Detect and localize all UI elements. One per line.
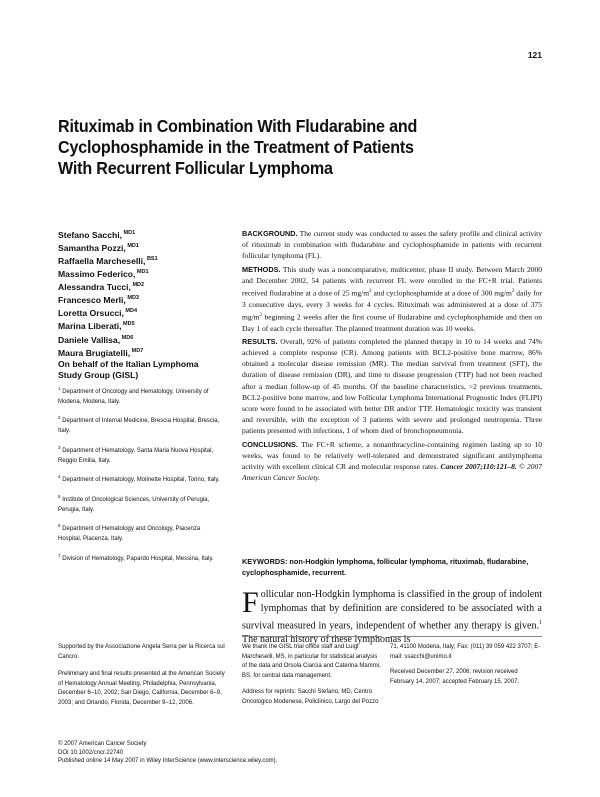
acknowledgments bbox=[242, 636, 382, 713]
keywords: KEYWORDS: non-Hodgkin lymphoma, follicular lymphoma, rituximab, fludarabine, cyclophosphamide, recurrent. bbox=[242, 557, 529, 577]
affiliation: $^4$ Department of Hematology, Molinette Hospital, Torino, Italy. bbox=[58, 474, 220, 484]
page-number: 121 bbox=[527, 50, 542, 60]
study-group-line: On behalf of the Italian Lymphoma bbox=[58, 358, 199, 369]
title-line: With Recurrent Follicular Lymphoma bbox=[58, 158, 333, 178]
affiliation: $^6$ Department of Hematology and Oncology, Piacenza Hospital, Piacenza, Italy. bbox=[58, 523, 201, 543]
drop-cap: F bbox=[242, 586, 259, 619]
affiliation: $^5$ Institute of Oncological Sciences, University of Perugia, Perugia, Italy. bbox=[58, 493, 210, 513]
support-note: Supported by the Associazione Angela Serra per la Ricerca sul Cancro. bbox=[58, 644, 225, 660]
abstract-background: BACKGROUND. The current study was conducted to asses the safety profile and clinical activity of rituximab in combination with fludarabine and cyclophosphamide in patients with recurrent follicular lymphoma (FL). bbox=[242, 229, 542, 261]
citation: Cancer 2007;110:121–8. bbox=[440, 462, 517, 472]
abstract-conclusions: CONCLUSIONS. The FC+R scheme, a nonanthracycline-containing regimen lasting up to 10 weeks, was found to be relatively well-tolerated and demonstrated significant antilymphoma activity with excellent clinical CR and molecular response rates. Cancer 2007;110:121–8. © 2007 American Cancer Society. bbox=[242, 439, 543, 483]
study-group-line: Study Group (GISL) bbox=[58, 369, 139, 380]
author: Marina Liberati, $^{MD5}$ bbox=[58, 321, 135, 332]
copyright: © 2007 American Cancer Society. bbox=[242, 462, 543, 483]
affiliation-list bbox=[58, 384, 222, 570]
affiliation: $^1$ Department of Oncology and Hematology, University of Modena, Modena, Italy. bbox=[58, 386, 209, 405]
affiliation: $^7$ Division of Hematology, Papardo Hospital, Messina, Italy. bbox=[58, 552, 214, 562]
affiliation: $^2$ Department of Internal Medicine, Brescia Hospital, Brescia, Italy. bbox=[58, 415, 220, 435]
title-line: Rituximab in Combination With Fludarabine and bbox=[58, 116, 418, 136]
reprint-address: Address for reprints: Sacchi Stefano, MD, Centro Oncologico Modenese, Policlinico, Largo del Pozzo bbox=[242, 688, 379, 705]
abstract-results: RESULTS. Overall, 92% of patients completed the planned therapy in 10 to 14 weeks and 74% achieved a complete response (CR). Among patients with BCL2-positive bone marrow, 86% obtained a molecular disease remission (MR). The median survival from treatment (SFT), the duration of disease remission (DR), and time to disease progression (TTP) had not been reached after a median follow-up of 45 months. Of the baseline characteristics, >2 previous treatments, BCL2-positive bone marrow, and low Follicular Lymphoma International Prognostic Index (FLIPI) score were found to be associated with better DR and/or TTP. Hematologic toxicity was transient and reversible, with the exception of 3 patients with severe and prolonged neutropenia. Three patients presented with infections, 1 of whom died of bronchopneumonia. bbox=[242, 336, 542, 436]
contact-address: 71, 41100 Modena, Italy; Fax: (011) 39 059 422 3707; E-mail: ssacchi@unimo.it bbox=[390, 644, 541, 660]
author: Massimo Federico, $^{MD1}$ bbox=[58, 269, 149, 280]
author: Alessandra Tucci, $^{MD2}$ bbox=[58, 282, 145, 293]
footer-published: Published online 14 May 2007 in Wiley InterScience (www.interscience.wiley.com). bbox=[58, 758, 278, 764]
author: Maura Brugiatelli, $^{MD7}$ bbox=[58, 347, 144, 358]
footer-doi: DOI 10.1002/cncr.22740 bbox=[58, 749, 124, 756]
intro-paragraph: Follicular non-Hodgkin lymphoma is classified in the group of indolent lymphomas that by definition are considered to be associated with a survival measured in years, independent of whether any therapy is given.$^1$ The natural history of these lymphomas is bbox=[242, 586, 542, 646]
author-list bbox=[58, 228, 226, 381]
title-line: Cyclophosphamide in the Treatment of Patients bbox=[58, 137, 414, 157]
author: Daniele Vallisa, $^{MD6}$ bbox=[58, 334, 134, 345]
author: Francesco Merli, $^{MD3}$ bbox=[58, 295, 139, 306]
affiliation: $^3$ Department of Hematology, Santa Maria Nuova Hospital, Reggio Emilia, Italy. bbox=[58, 444, 214, 464]
abstract bbox=[242, 228, 542, 485]
author: Stefano Sacchi, $^{MD1}$ bbox=[58, 229, 136, 240]
footer bbox=[58, 740, 478, 766]
ack-text: We thank the GISL trial office staff and Luigi Marcheselli, MS, in particular for statistical analysis of the data and Orsola Ciarcia and Caterina Mammi, BS, for central data management. bbox=[242, 644, 381, 680]
footer-copyright: © 2007 American Cancer Society bbox=[58, 741, 147, 747]
abstract-methods: METHODS. This study was a noncomparative, multicenter, phase II study. Between March 2000 and December 2002, 54 patients with recurrent FL were enrolled in the FC+R trial. Patients received fludarabine at a dose of 25 $mg/m^2$ and cyclophosphamide at a dose of 300 $mg/m^2$ daily for 3 consecutive days, every 3 weeks for 4 cycles. Rituximab was administered at a dose of 375 $mg/m^2$ beginning 2 weeks after the first course of fludarabine and cyclophosphamide and then on Day 1 of each cycle thereafter. The planned treatment duration was 10 weeks. bbox=[242, 264, 542, 333]
author: Raffaella Marcheselli, $^{BS1}$ bbox=[58, 255, 158, 266]
author: Samantha Pozzi, $^{MD1}$ bbox=[58, 242, 139, 253]
presentation-note: Preliminary and final results presented at the American Society of Hematology Annual Meeting, Philadelphia, Pennsylvania, December 6–10, 2002; San Diego, California, December 6–9, 2003; and Orlando, Florida, December 9–12, 2006. bbox=[58, 671, 225, 706]
contact-info bbox=[390, 636, 542, 694]
received-dates: Received December 27, 2006; revision received February 14, 2007; accepted February 15, 2007. bbox=[390, 669, 520, 686]
article-title bbox=[58, 116, 490, 179]
author: Loretta Orsucci, $^{MD4}$ bbox=[58, 308, 138, 319]
support-notes bbox=[58, 643, 228, 717]
